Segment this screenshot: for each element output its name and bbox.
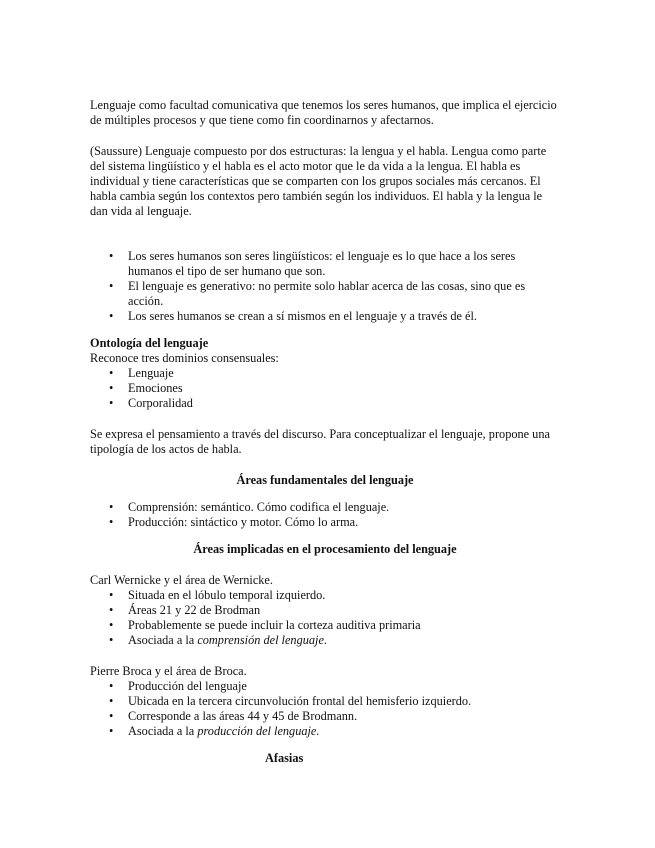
- wernicke-assoc-suffix: .: [323, 633, 327, 647]
- broca-lead: Pierre Broca y el área de Broca.: [90, 664, 247, 678]
- list-item: • Producción del lenguaje: [128, 679, 560, 694]
- list-item: • Ubicada en la tercera circunvolución frontal del hemisferio izquierdo.: [128, 694, 560, 709]
- list-item: • El lenguaje es generativo: no permite solo hablar acerca de las cosas, sino que es acción.: [128, 279, 560, 309]
- wernicke-list: [90, 588, 560, 648]
- ontology-closing: Se expresa el pensamiento a través del discurso. Para conceptualizar el lenguaje, propone una tipología de los actos de habla.: [90, 427, 550, 456]
- list-item: • Producción: sintáctico y motor. Cómo lo arma.: [128, 515, 560, 530]
- list-item: • Situada en el lóbulo temporal izquierdo.: [128, 588, 560, 603]
- broca-list: [90, 679, 560, 739]
- list-item: • Los seres humanos son seres lingüísticos: el lenguaje es lo que hace a los seres humanos el tipo de ser humano que son.: [128, 249, 560, 279]
- ontology-lead: Reconoce tres dominios consensuales:: [90, 351, 279, 365]
- afasias-heading: Afasias: [265, 751, 304, 765]
- ontology-heading: Ontología del lenguaje: [90, 336, 209, 350]
- wernicke-lead: Carl Wernicke y el área de Wernicke.: [90, 573, 273, 587]
- intro-paragraph-2: (Saussure) Lenguaje compuesto por dos estructuras: la lengua y el habla. Lengua como parte del sistema lingüístico y el habla es el acto motor que le da vida a la lengua. El habla es individual y tiene características que se comparten con los grupos sociales más cercanos. El habla cambia según los contextos pero también según los individuos. El habla y la lengua le dan vida al lenguaje.: [90, 144, 547, 218]
- list-item: • Emociones: [128, 381, 560, 396]
- list-item: • Corresponde a las áreas 44 y 45 de Brodmann.: [128, 709, 560, 724]
- list-item: • Lenguaje: [128, 366, 560, 381]
- list-item: • Los seres humanos se crean a sí mismos en el lenguaje y a través de él.: [128, 309, 560, 324]
- list-item: • Corporalidad: [128, 396, 560, 411]
- processing-heading: Áreas implicadas en el procesamiento del lenguaje: [193, 542, 457, 556]
- list-item: • Comprensión: semántico. Cómo codifica el lenguaje.: [128, 500, 560, 515]
- broca-assoc-prefix: Asociada a la: [128, 724, 198, 738]
- list-item: • Áreas 21 y 22 de Brodman: [128, 603, 560, 618]
- broca-assoc-emphasis: producción del lenguaje.: [197, 724, 320, 738]
- areas-list: [90, 500, 560, 530]
- areas-heading: Áreas fundamentales del lenguaje: [236, 473, 414, 487]
- ontology-list: [90, 366, 560, 411]
- document-page: [90, 98, 560, 766]
- list-item: • Probablemente se puede incluir la corteza auditiva primaria: [128, 618, 560, 633]
- list-item: [128, 724, 560, 739]
- wernicke-assoc-prefix: Asociada a la: [128, 633, 198, 647]
- wernicke-assoc-emphasis: comprensión del lenguaje: [197, 633, 324, 647]
- list-item: [128, 633, 560, 648]
- intro-paragraph-1: Lenguaje como facultad comunicativa que tenemos los seres humanos, que implica el ejercicio de múltiples procesos y que tiene como fin coordinarnos y afectarnos.: [90, 98, 557, 127]
- principles-list: [90, 249, 560, 324]
